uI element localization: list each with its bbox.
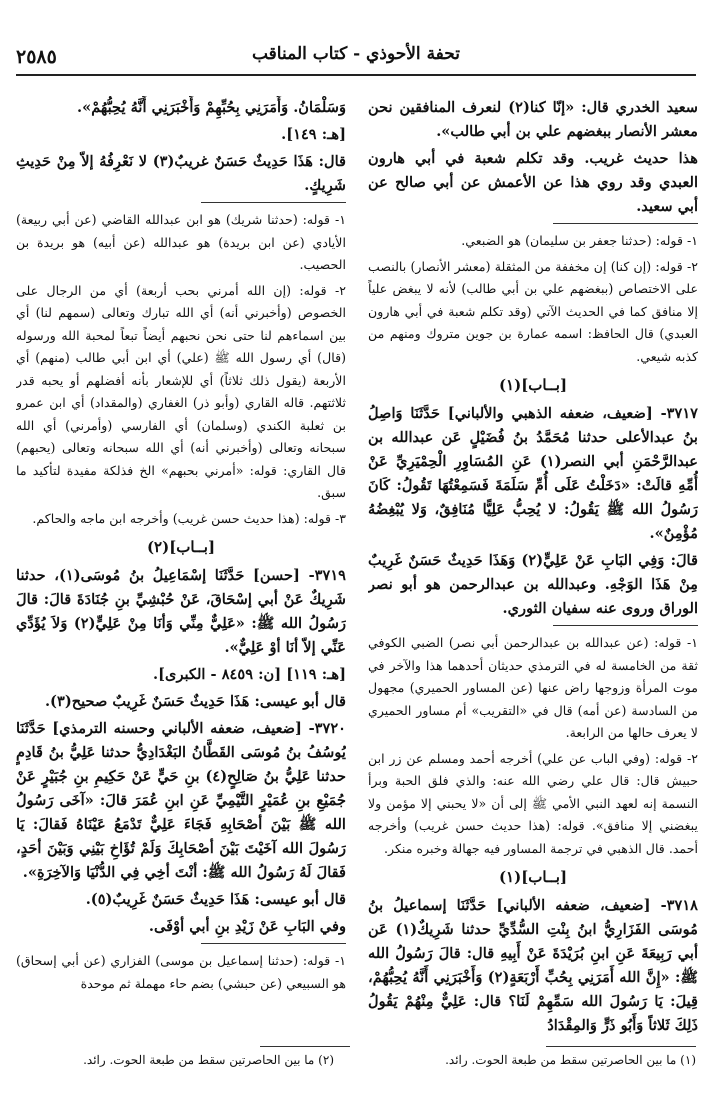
commentary-paragraph: ١- قوله: (حدثنا إسماعيل بن موسى) الفزاري (عن أبي إسحاق) هو السبيعي (عن حبشي) بضم حاء مهملة ثم موحدة	[16, 953, 346, 991]
hadith-paragraph: ٣٧١٨- [ضعيف، ضعفه الألباني] حَدَّثَنَا إسماعيلُ بنُ مُوسَى الفَزَارِيُّ ابنُ بِنْتِ السُّدِّيِّ حدثنا شَرِيكٌ(١) عَن أبي رَبِيعَةَ عَنِ ابنِ بُرَيْدَةَ عَنْ أَبِيهِ قال: قالَ رَسُولُ الله ﷺ: «إِنَّ الله أَمَرَنِي بِحُبِّ أَرْبَعَةٍ(٢) وَأَخْبَرَنِي أَنَّهُ يُحِبُّهُمْ، قِيلَ: يَا رَسُولَ الله سَمِّهِمْ لَنَا؟ قال: عَلِيٌّ مِنْهُمْ يَقُولُ ذَلِكَ ثَلاثاً وَأَبُو ذَرٍّ وَالمِقْدَادُ	[368, 897, 698, 1034]
chapter-heading: [بــاب](١)	[498, 868, 568, 886]
hadith-paragraph: قال: هَذَا حَدِيثٌ حَسَنٌ غريبٌ(٣) لا نَعْرِفُهُ إلاّ مِنْ حَدِيثِ شَرِيكٍ.	[16, 153, 346, 194]
footnote-rule-right	[546, 1046, 696, 1047]
hadith-paragraph: قال أبو عيسى: هَذَا حَدِيثٌ حَسَنٌ غَرِيبٌ(٥).	[85, 891, 346, 908]
footnote-right: (١) ما بين الحاصرتين سقط من طبعة الحوت. رائد.	[445, 1053, 696, 1067]
gloss-separator	[201, 943, 346, 944]
gloss-separator	[553, 625, 698, 626]
gloss-separator	[201, 202, 346, 203]
commentary-paragraph: ٢- قوله: (إن الله أمرني بحب أربعة) أي من الرجال على الخصوص (وأخبرني أنه) أي الله تبارك وتعالى (سمهم لنا) أي بين اسماءهم لنا حتى نحن نحبهم أيضاً تبعاً لمحبة الله ورسوله (قال) أي رسول الله ﷺ (علي) أي ابن أبي طالب (منهم) أي الأربعة (يقول ذلك ثلاثاً) أي للإشعار بأنه أفضلهم أو يحبه قدر ثلاثتهم. قاله القاري (وأبو ذر) الغفاري (والمقداد) أي ابن عمرو بن ثعلبة الكندي (وسلمان) أي الفارسي (وأمرني) أي الله سبحانه وتعالى (وأخبرني أنه) أي الله سبحانه وتعالى (يحبهم) قال القاري: قوله: «أمرني بحبهم» الخ فذلكة مفيدة لتأكيد ما سبق.	[16, 282, 346, 500]
page-number: ٢٥٨٥	[16, 46, 57, 68]
left-column	[16, 96, 346, 1042]
commentary-paragraph: ١- قوله: (حدثنا جعفر بن سليمان) هو الضبعي.	[461, 233, 698, 248]
hadith-paragraph: قالَ: وَفِي البَابِ عَنْ عَلِيٍّ(٢) وَهَذَا حَدِيثٌ حَسَنٌ غَرِيبٌ مِنْ هَذَا الوَجْهِ. وعبدالله بن عبدالرحمن هو أبو نصر الوراق وروى عنه سفيان الثوري.	[368, 552, 698, 617]
running-title: تحفة الأحوذي - كتاب المناقب	[251, 44, 460, 64]
hadith-paragraph: هذا حديث غريب. وقد تكلم شعبة في أبي هارون العبدي وقد روي هذا عن الأعمش عن أبي صالح عن أبي سعيد.	[368, 150, 698, 215]
footnote-rule-left	[260, 1046, 350, 1047]
commentary-paragraph: ٢- قوله: (وفي الباب عن علي) أخرجه أحمد ومسلم عن زر ابن حبيش قال: قال علي رضي الله عنه: والذي فلق الحبة وبرأ النسمة إنه لعهد النبي الأمي ﷺ إلى أن «لا يحبني إلا مؤمن ولا يبغضني إلا منافق». قوله: (هذا حديث حسن غريب) وأخرجه أحمد. قال الذهبي في ترجمة المساور فيه جهالة وخبره منكر.	[368, 750, 698, 856]
hadith-paragraph: ٣٧١٩- [حسن] حَدَّثَنَا إسْمَاعِيلُ بنُ مُوسَى(١)، حدثنا شَرِيكٌ عَنْ أبي إسْحَاقَ، عَنْ حُبْشِيِّ بنِ جُنَادَةَ قالَ: قالَ رَسُولُ الله ﷺ: «عَلِيٌّ مِنِّي وَأنَا مِنْ عَلِيٍّ(٢) وَلاَ يُؤَدِّي عَنِّي إلاّ أنَا أوْ عَلِيٌّ».	[16, 567, 346, 656]
hadith-paragraph: وفي البَابِ عَنْ زَيْدِ بنِ أبي أوْفَى.	[148, 918, 346, 935]
gloss-separator	[553, 223, 698, 224]
hadith-paragraph: [هـ: ١٤٩].	[281, 126, 346, 143]
chapter-heading: [بــاب](١)	[498, 376, 568, 394]
page-header	[16, 42, 696, 70]
header-rule	[16, 74, 696, 76]
hadith-paragraph: سعيد الخدري قال: «إنّا كنا(٢) لنعرف المنافقين نحن معشر الأنصار ببغضهم علي بن أبي طالب».	[368, 99, 698, 140]
commentary-paragraph: ٣- قوله: (هذا حديث حسن غريب) وأخرجه ابن ماجه والحاكم.	[32, 510, 346, 526]
hadith-paragraph: [هـ: ١١٩] [ن: ٨٤٥٩ - الكبرى].	[153, 666, 346, 683]
commentary-paragraph: ١- قوله: (عن عبدالله بن عبدالرحمن أبي نصر) الضبي الكوفي ثقة من الخامسة له في الترمذي حديثان أحدهما هذا والآخر في موت المرأة وزوجها راض عنها (عن المساور الحميري) مجهول من السادسة (عن أمه) قال في «التقريب» أم مساور الحميري لا يعرف حالها من الرابعة.	[368, 635, 698, 740]
hadith-paragraph: وَسَلْمَانُ. وَأَمَرَنِي بِحُبِّهِمْ وَأَخْبَرَنِي أَنَّهُ يُحِبُّهُمْ».	[77, 99, 346, 116]
chapter-heading: [بــاب](٢)	[146, 538, 216, 556]
hadith-paragraph: ٣٧٢٠- [ضعيف، ضعفه الألباني وحسنه الترمذي] حَدَّثَنَا يُوسُفُ بنُ مُوسَى القَطَّانُ البَغْدَادِيُّ حدثنا عَلِيُّ بنُ قَادِمٍ حدثنا عَلِيُّ بنُ صَالِحٍ(٤) بنِ حَيٍّ عَنْ حَكِيمِ بنِ جُبَيْرٍ عَنْ جُمَيْعِ بنِ عُمَيْرٍ التَّيْمِيِّ عَنِ ابنِ عُمَرَ قالَ: «آخَى رَسُولُ الله ﷺ بَيْنَ أصْحَابِهِ فَجَاءَ عَلِيٌّ تَدْمَعُ عَيْنَاهُ فَقالَ: يَا رَسُولَ الله آخَيْتَ بَيْنَ أصْحَابِكَ وَلَمْ تُؤَاخِ بَيْنِي وَبَيْنَ أحَدٍ، فَقالَ لَهُ رَسُولُ الله ﷺ: أنْتَ أخِي فِي الدُّنْيَا وَالآخِرَةِ».	[16, 720, 346, 881]
footnote-left: (٢) ما بين الحاصرتين سقط من طبعة الحوت. رائد.	[83, 1053, 334, 1067]
commentary-paragraph: ١- قوله: (حدثنا شريك) هو ابن عبدالله القاضي (عن أبي ربيعة) الأيادي (عن ابن بريدة) هو عبدالله (عن أبيه) هو بريدة بن الحصيب.	[16, 212, 346, 272]
hadith-paragraph: قال أبو عيسى: هَذَا حَدِيثٌ حَسَنٌ غَرِيبٌ صحيح(٣).	[44, 693, 346, 710]
right-column	[368, 96, 698, 1042]
hadith-paragraph: ٣٧١٧- [ضعيف، ضعفه الذهبي والألباني] حَدَّثَنَا وَاصِلُ بنُ عبدالأعلى حدثنا مُحَمَّدُ بنُ فُضَيْلٍ عَن عبدالله بن عبدالرَّحْمَنِ أبي النصر(١) عَنِ المُسَاوِرِ الْحِمْيَرِيِّ عَنْ أُمِّهِ قالَتْ: «دَخَلْتُ عَلَى أُمِّ سَلَمَةَ فَسَمِعْتُهَا تَقُولُ: كَانَ رَسُولُ الله ﷺ يَقُولُ: لا يُحِبُّ عَلِيًّا مُنَافِقٌ، وَلا يُبْغِضُهُ مُؤْمِنٌ».	[368, 405, 698, 542]
commentary-paragraph: ٢- قوله: (إن كنا) إن مخففة من المثقلة (معشر الأنصار) بالنصب على الاختصاص (ببغضهم علي بن أبي طالب) لأنه لا يبغض علياً إلا منافق كما في الحديث الآتي (وقد تكلم شعبة في أبي هارون العبدي) قال الحافظ: اسمه عمارة بن جوين متروك ومنهم من كذبه شيعي.	[368, 258, 698, 364]
